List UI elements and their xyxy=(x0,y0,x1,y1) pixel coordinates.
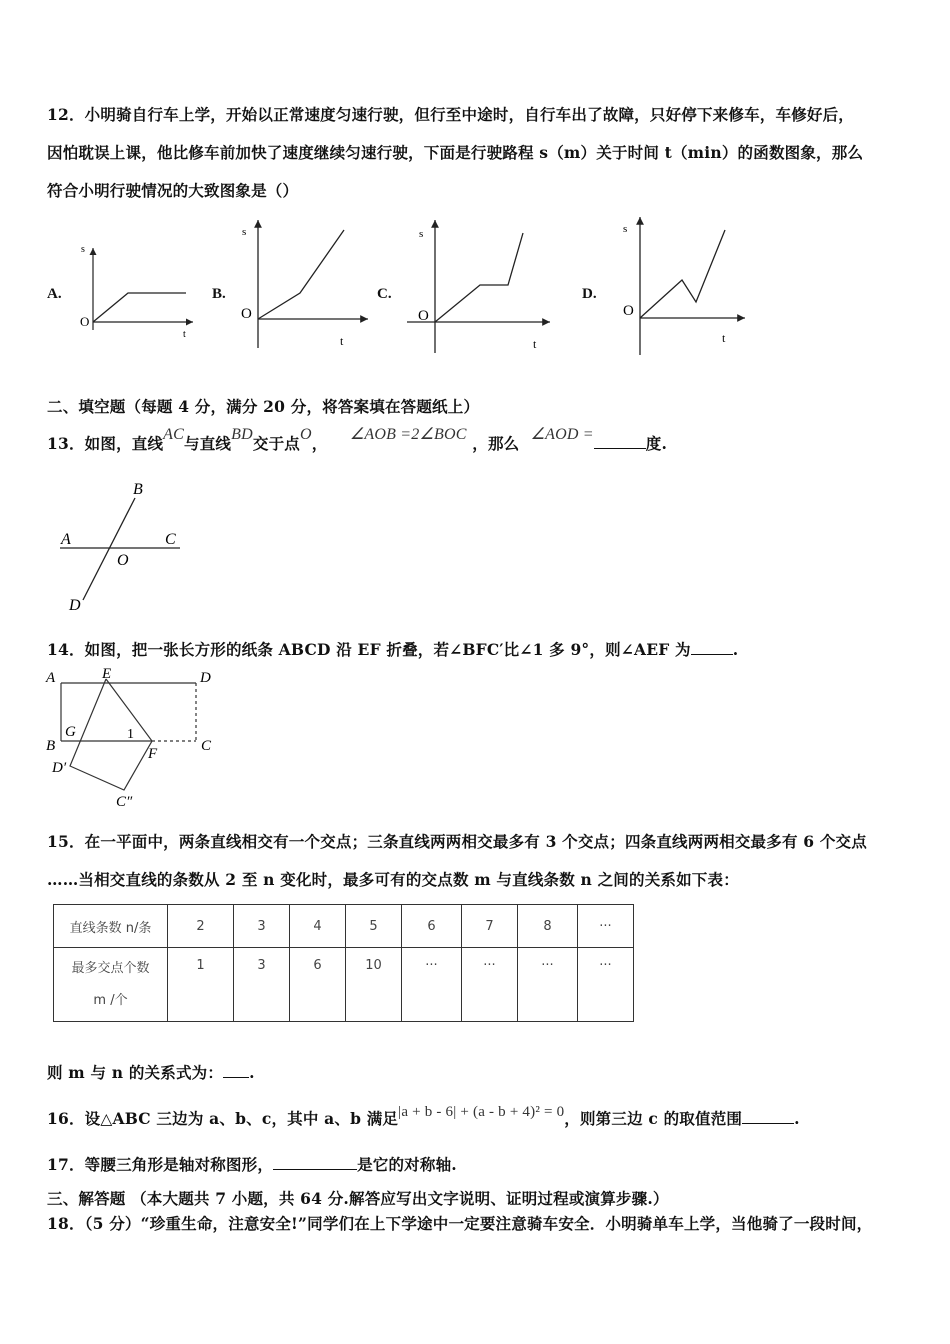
table-cell: 6 xyxy=(402,905,462,948)
relation-table xyxy=(53,904,634,1022)
q14-label-c: C xyxy=(201,738,212,754)
q13-label-c: C xyxy=(165,531,176,548)
q13-eq: ∠AOB =2∠BOC xyxy=(349,426,467,443)
q15-answer-blank[interactable] xyxy=(223,1077,249,1078)
q14-figure xyxy=(44,666,224,811)
q13-line xyxy=(47,426,668,454)
graph-d-ylabel: s xyxy=(623,223,628,235)
q14-text: 14．如图，把一张长方形的纸条 ABCD 沿 EF 折叠，若∠BFC′比∠1 多 9°，则∠AEF 为 xyxy=(47,640,691,659)
q13-answer-blank[interactable] xyxy=(594,448,646,449)
graph-c-xlabel: t xyxy=(533,337,537,351)
q13-figure xyxy=(55,478,190,618)
q13-ac: AC xyxy=(163,426,185,443)
table-cell: 5 xyxy=(346,905,402,948)
q14-label-d-prime: D′ xyxy=(52,760,67,776)
table-header-lines: 直线条数 n/条 xyxy=(54,905,168,948)
q13-label-b: B xyxy=(133,481,143,498)
q13-label-d: D xyxy=(69,597,81,614)
table-cell: ··· xyxy=(518,948,578,1022)
table-cell: ··· xyxy=(462,948,518,1022)
q13-label-a: A xyxy=(61,531,71,548)
graph-b-origin: O xyxy=(241,306,252,322)
q15-ask: 则 m 与 n 的关系式为： xyxy=(47,1063,224,1082)
graph-c-ylabel: s xyxy=(419,228,424,240)
q17-post: 是它的对称轴. xyxy=(357,1155,457,1174)
q16-post: ，则第三边 c 的取值范围 xyxy=(564,1109,743,1128)
q13-t5: ，那么 xyxy=(472,434,520,453)
q14-label-g: G xyxy=(65,724,76,740)
q13-o: O xyxy=(299,426,312,443)
table-header-points-line2: m /个 xyxy=(93,992,128,1008)
q16-end: . xyxy=(794,1109,800,1128)
q13-t4: ， xyxy=(311,434,328,453)
table-cell: 3 xyxy=(234,905,290,948)
q14-label-e: E xyxy=(102,666,112,682)
q13-t3: 交于点 xyxy=(252,434,300,453)
graph-option-b xyxy=(238,215,373,350)
q13-t2: 与直线 xyxy=(184,434,232,453)
q14-label-c-double-prime: C″ xyxy=(116,794,133,810)
q17-pre: 17．等腰三角形是轴对称图形， xyxy=(47,1155,274,1174)
q13-num: 13．如图，直线 xyxy=(47,434,164,453)
table-header-points xyxy=(54,948,168,1022)
q16-answer-blank[interactable] xyxy=(742,1123,794,1124)
q14-label-one: 1 xyxy=(127,727,134,742)
q12-line1: 12．小明骑自行车上学，开始以正常速度匀速行驶，但行至中途时，自行车出了故障，只好停下来修车，车修好后， xyxy=(47,105,854,124)
table-cell: 10 xyxy=(346,948,402,1022)
table-cell: 1 xyxy=(168,948,234,1022)
option-a-label: A. xyxy=(47,286,62,302)
q15-ask-line xyxy=(47,1061,255,1083)
graph-b-ylabel: s xyxy=(242,226,247,238)
table-row-lines xyxy=(54,905,634,948)
option-d-label: D. xyxy=(582,286,597,302)
table-header-points-line1: 最多交点个数 xyxy=(71,960,150,976)
q15-line1: 15．在一平面中，两条直线相交有一个交点；三条直线两两相交最多有 3 个交点；四条直线两两相交最多有 6 个交点 xyxy=(47,832,867,851)
q14-line xyxy=(47,638,738,660)
q13-bd: BD xyxy=(231,426,253,443)
option-c-label: C. xyxy=(377,286,392,302)
table-row-points xyxy=(54,948,634,1022)
graph-option-d xyxy=(610,212,750,357)
table-cell: 8 xyxy=(518,905,578,948)
q14-answer-blank[interactable] xyxy=(691,654,733,655)
graph-option-c xyxy=(405,215,555,355)
graph-d-xlabel: t xyxy=(722,331,726,345)
q12-line2: 因怕耽误上课，他比修车前加快了速度继续匀速行驶，下面是行驶路程 s（m）关于时间 t（min）的函数图象，那么 xyxy=(47,143,864,162)
q13-aod: ∠AOD = xyxy=(530,426,594,443)
graph-d-origin: O xyxy=(623,303,634,319)
q16-pre: 16．设△ABC 三边为 a、b、c，其中 a、b 满足 xyxy=(47,1109,399,1128)
q17-answer-blank[interactable] xyxy=(273,1169,357,1170)
section-3-title: 三、解答题 （本大题共 7 小题，共 64 分.解答应写出文字说明、证明过程或演算步骤.） xyxy=(47,1189,669,1208)
q12-line3: 符合小明行驶情况的大致图象是（） xyxy=(47,181,299,200)
q16-expression: |a + b - 6| + (a - b + 4)² = 0 xyxy=(398,1104,565,1120)
q18-line: 18．（5 分）“珍重生命，注意安全!”同学们在上下学途中一定要注意骑车安全．小明骑单车上学，当他骑了一段时间， xyxy=(47,1214,873,1233)
table-cell: ··· xyxy=(578,948,634,1022)
graph-option-a xyxy=(78,240,198,340)
graph-a-origin: O xyxy=(80,314,90,329)
table-cell: 6 xyxy=(290,948,346,1022)
table-cell: 3 xyxy=(234,948,290,1022)
q13-t6: 度. xyxy=(645,434,668,453)
q16-line xyxy=(47,1104,800,1129)
table-cell: 2 xyxy=(168,905,234,948)
q14-label-b: B xyxy=(46,738,56,754)
graph-a-xlabel: t xyxy=(183,329,186,340)
graph-c-origin: O xyxy=(418,308,429,324)
option-b-label: B. xyxy=(212,286,226,302)
q15-line2: ……当相交直线的条数从 2 至 n 变化时，最多可有的交点数 m 与直线条数 n 之间的关系如下表： xyxy=(47,870,739,889)
graph-b-xlabel: t xyxy=(340,334,344,348)
q14-label-d: D xyxy=(200,670,211,686)
table-cell: ··· xyxy=(402,948,462,1022)
q13-label-o: O xyxy=(117,552,129,569)
section-2-title: 二、填空题（每题 4 分，满分 20 分，将答案填在答题纸上） xyxy=(47,397,480,416)
q14-label-a: A xyxy=(46,670,56,686)
q15-ask-end: . xyxy=(249,1063,255,1082)
q17-line xyxy=(47,1153,457,1175)
table-cell: ··· xyxy=(578,905,634,948)
q14-end: . xyxy=(732,640,739,659)
table-cell: 7 xyxy=(462,905,518,948)
q14-label-f: F xyxy=(148,746,158,762)
graph-a-ylabel: s xyxy=(81,244,85,255)
table-cell: 4 xyxy=(290,905,346,948)
